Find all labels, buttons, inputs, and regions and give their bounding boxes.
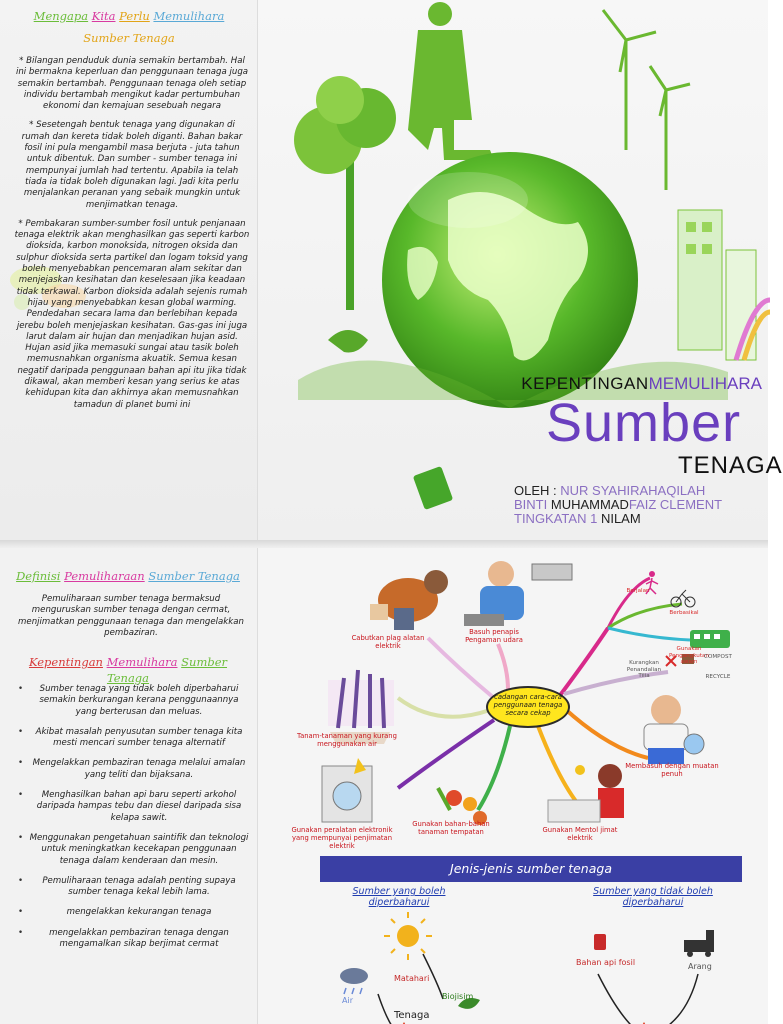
node-compost: COMPOST [704, 654, 732, 660]
panel-cover [258, 0, 783, 540]
node-peralatan: Gunakan peralatan elektronik yang mempunyai penjimatan elektrik [291, 826, 393, 850]
label-fosil: Bahan api fosil [576, 958, 636, 967]
cover-memulihara: MEMULIHARA [648, 374, 762, 393]
label-air: Air [342, 996, 353, 1005]
man-laundry-cartoon-icon [644, 695, 704, 764]
man-filter-cartoon-icon [464, 561, 572, 626]
train-icon [684, 930, 714, 957]
list-item: • Akibat masalah penyusutan sumber tenaga kita mesti mencari sumber tenaga alternatif [18, 727, 250, 750]
node-basuh: Basuh penapis Pengaman udara [465, 628, 523, 644]
cover-title-sumber: Sumber [546, 393, 742, 453]
node-kurangkan: Kurangkan Penandalian Tilia [626, 660, 662, 679]
cover-kepentingan: KEPENTINGAN [521, 374, 649, 393]
tree-icon [294, 76, 396, 310]
paragraph: * Sesetengah bentuk tenaga yang digunakan di rumah dan kereta tidak boleh diganti. Bahan bakar fosil ini pula mengambil masa berjuta - juta tahun untuk dibentuk. Dan sumber - sumber tenaga ini mempunyai jumlah had tertentu. Apabila ia telah tiada ia tidak boleh digunakan lagi. Jadi kita perlu menjalankan peranan yang sebaik mungkin untuk menjimatkan tenaga. [21, 120, 243, 210]
list-item: • Pemuliharaan tenaga adalah penting supaya sumber tenaga kekal lebih lama. [18, 876, 250, 899]
renewable-title: Sumber yang boleh diperbaharui [352, 886, 446, 908]
bicycle-icon [671, 590, 695, 607]
bird-icon [328, 330, 368, 353]
list-item: • Menghasilkan bahan api baru seperti arkohol daripada hampas tebu dan diesel daripada sisa kelapa sawit. [18, 790, 250, 824]
list-item: • mengelakkan pembaziran tenaga dengan mengamalkan sikap berjimat cermat [18, 928, 250, 951]
list-item: • Sumber tenaga yang tidak boleh diperbaharui semakin berkurangan kerana penggunaannya yang berterusan dan meluas. [18, 684, 250, 718]
credit-line: OLEH : NUR SYAHIRAHAQILAH [514, 483, 706, 498]
oil-barrel-icon [594, 934, 606, 950]
label-tenaga: Tenaga [394, 1010, 430, 1021]
types-title: Jenis-jenis sumber tenaga [320, 856, 742, 882]
cover-subtitle [521, 374, 762, 394]
wind-turbine-icon [603, 10, 690, 190]
node-mentol: Gunakan Mentol jimat elektrik [542, 826, 618, 842]
title-word: Perlu [119, 9, 150, 23]
businessman-icon [408, 2, 494, 160]
label-arang: Arang [688, 962, 712, 971]
why-title [8, 8, 250, 46]
washing-machine-icon [322, 758, 372, 822]
panel-mindmap [258, 548, 768, 1024]
title-word: Kita [91, 9, 116, 23]
node-berbasikal: Berbasikal [669, 610, 699, 616]
woman-bulb-cartoon-icon [548, 764, 624, 822]
trowel-icon [413, 466, 454, 510]
nonrenewable-title: Sumber yang tidak boleh diperbaharui [593, 886, 713, 908]
credit-line: TINGKATAN 1 NILAM [514, 511, 641, 526]
title-word: Mengapa [33, 9, 89, 23]
paragraph: * Bilangan penduduk dunia semakin bertambah. Hal ini bermakna keperluan dan penggunaan tenaga juga semakin bertambah. Penggunaan tenaga oleh setiap individu bertambah mengikut kadar pertumbuhan ekonomi dan kemajuan sesebuah negara [15, 56, 249, 112]
importance-title: Kepentingan Memulihara Sumber Tenaga [28, 655, 228, 685]
panel-definition [0, 548, 258, 1024]
cover-title-tenaga: TENAGA [678, 452, 783, 479]
node-awam: Gunakan Pengangkutan awam [668, 646, 709, 665]
label-biojisim: Biojisim [442, 992, 474, 1001]
title-line2: Sumber Tenaga [83, 31, 175, 45]
list-item: • Mengelakkan pembaziran tenaga melalui amalan yang teliti dan bijaksana. [18, 758, 250, 781]
title-word: Memulihara [153, 9, 225, 23]
node-cabut: Cabutkan plag alatan elektrik [351, 634, 425, 650]
sun-icon [384, 912, 432, 960]
list-item: • mengelakkan kekurangan tenaga [18, 907, 250, 918]
node-membasuh: Membasuh dengan muatan penuh [625, 762, 719, 778]
why-body [14, 56, 250, 419]
importance-list [18, 684, 250, 959]
mindmap-center: cadangan cara-cara penggunaan tenaga secara cekap [486, 686, 570, 728]
node-recycle: RECYCLE [705, 674, 731, 680]
node-berjalan: Berjalan [626, 588, 650, 594]
author-credits [514, 484, 768, 526]
rain-cloud-icon [340, 968, 368, 994]
unplug-cartoon-icon [370, 570, 448, 630]
definition-text: Pemuliharaan sumber tenaga bermaksud menguruskan sumber tenaga dengan cermat, menjimatkan penggunaan tenaga dan mengelakkan pembaziran. [18, 594, 244, 638]
definition-title: Definisi Pemuliharaan Sumber Tenaga [16, 569, 240, 583]
page-fold [0, 540, 768, 548]
credit-line: BINTI MUHAMMADFAIZ CLEMENT [514, 497, 723, 512]
label-matahari: Matahari [394, 974, 430, 983]
panel-why-conserve [0, 0, 258, 540]
node-tanam: Tanam-tanaman yang kurang menggunakan air [297, 732, 397, 748]
list-item: • Menggunakan pengetahuan saintifik dan teknologi untuk meningkatkan kecekapan penggunaan tenaga dalam kenderaan dan mesin. [18, 833, 250, 867]
node-bahan: Gunakan bahan-bahan tanaman tempatan [412, 820, 490, 836]
paragraph: * Pembakaran sumber-sumber fosil untuk penjanaan tenaga elektrik akan menghasilkan gas seperti karbon dioksida, karbon monoksida, nitrogen oksida dan sulphur dioksida serta partikel dan logam toksid yang boleh menyebabkan pencemaran alam sekitar dan menjejaskan kesihatan dan keselesaan jika keadaan tidak terkawal. Karbon dioksida adalah sejenis rumah hijau yang menyebabkan kesan global warming. Pendedahan secara lama dan berlebihan kepada jerebu boleh menjejaskan kesihatan. Gas-gas ini juga larut dalam air hujan dan menjadikan hujan asid. Hujan asid jika memasuki sungai atau tasik boleh memusnahkan organisma akuatik. Semua kesan negatif daripada penggunaan bahan api itu jika tidak dikawal, akan memberi kesan yang serius ke atas kehidupan kita dan akhirnya akan memusnahkan tamadun di planet bumi ini [14, 218, 250, 410]
